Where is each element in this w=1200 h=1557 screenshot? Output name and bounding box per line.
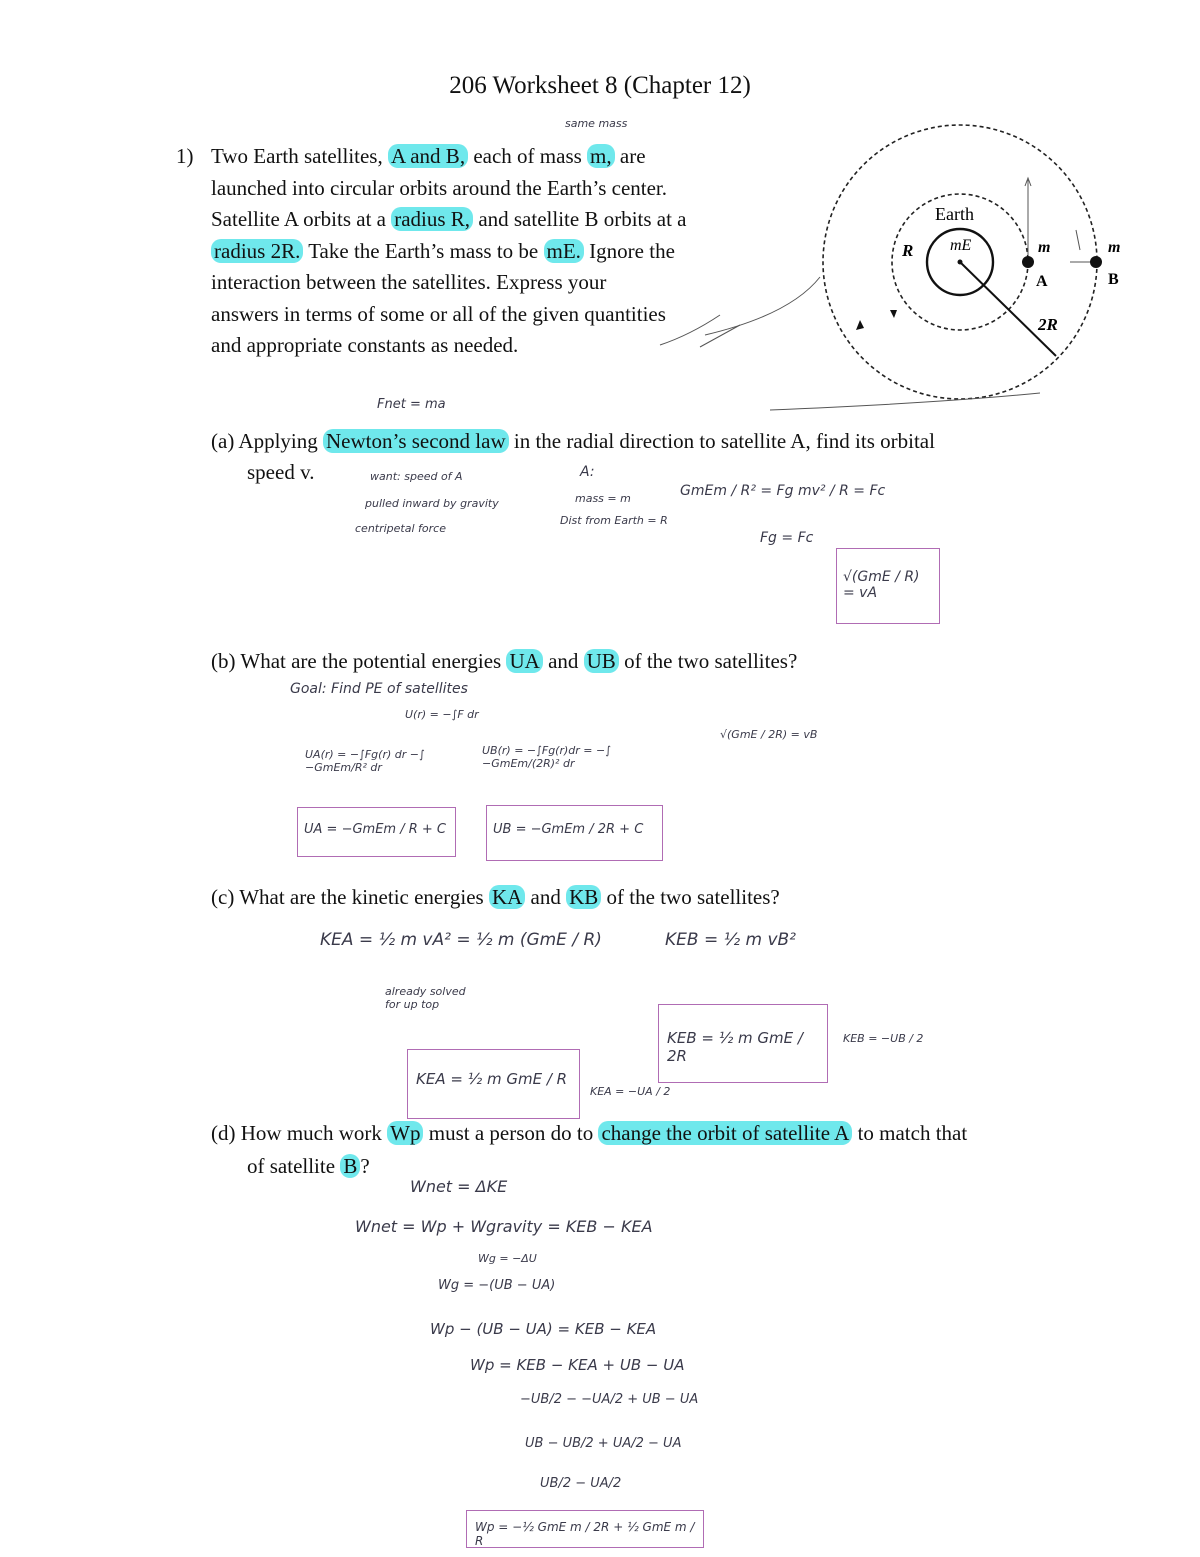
hw-d6: Wp = KEB − KEA + UB − UA — [470, 1356, 685, 1374]
problem-line-2: launched into circular orbits around the Earth’s center. — [211, 175, 668, 200]
r-label: R — [902, 241, 914, 260]
hw-goal-b: Goal: Find PE of satellites — [290, 681, 468, 697]
answer-ub: UB = −GmEm / 2R + C — [493, 822, 644, 837]
answer-ua: UA = −GmEm / R + C — [304, 822, 446, 837]
satellite-b-label: B — [1108, 271, 1119, 288]
question-d: (d) How much work Wp must a person do to change the orbit of satellite A to match that — [211, 1121, 968, 1145]
satellite-a-label: A — [1036, 273, 1048, 290]
answer-d: Wp = −½ GmE m / 2R + ½ GmE m / R — [475, 1520, 695, 1548]
answer-a-box — [836, 548, 940, 624]
question-c: (c) What are the kinetic energies KA and KB of the two satellites? — [211, 885, 780, 909]
pencil-marks — [1070, 230, 1090, 262]
highlight-ua: UA — [506, 649, 542, 673]
earth-mass-label: mE — [950, 237, 972, 254]
hw-ua-work: UA(r) = −∫Fg(r) dr −∫ −GmEm/R² dr — [305, 748, 425, 774]
highlight-me: mE. — [544, 239, 584, 263]
problem-line-3: Satellite A orbits at a radius R, and satellite B orbits at a — [211, 207, 687, 231]
answer-kb-box — [658, 1004, 828, 1083]
highlight-ka: KA — [489, 885, 525, 909]
hw-fnet: Fnet = ma — [377, 397, 446, 412]
hw-same-mass: same mass — [565, 117, 628, 130]
hw-d3: Wg = −ΔU — [478, 1252, 537, 1265]
problem-line-5: interaction between the satellites. Express your — [211, 270, 607, 294]
hw-d4: Wg = −(UB − UA) — [438, 1278, 556, 1293]
earth-label: Earth — [935, 204, 974, 224]
two-r-label: 2R — [1038, 315, 1058, 334]
highlight-newtons-law: Newton’s second law — [323, 429, 509, 453]
highlight-m: m, — [587, 144, 615, 168]
hw-a-colon: A: — [580, 464, 595, 480]
answer-ua-box — [297, 807, 456, 857]
annotation-line — [770, 393, 1040, 410]
highlight-b: B — [340, 1154, 360, 1178]
satellite-b-dot — [1090, 256, 1102, 268]
page-title: 206 Worksheet 8 (Chapter 12) — [449, 72, 751, 99]
answer-kb: KEB = ½ m GmE / 2R — [667, 1029, 803, 1065]
highlight-a-and-b: A and B, — [388, 144, 468, 168]
hw-centripetal: centripetal force — [355, 522, 446, 535]
hw-kb-work: KEB = ½ m vB² — [665, 930, 796, 950]
hw-pulled-gravity: pulled inward by gravity — [365, 497, 499, 510]
highlight-radius-r: radius R, — [391, 207, 473, 231]
answer-a: √(GmE / R) = vA — [843, 569, 920, 601]
answer-ka: KEA = ½ m GmE / R — [416, 1070, 568, 1088]
highlight-radius-2r: radius 2R. — [211, 239, 303, 263]
hw-ka-side: KEA = −UA / 2 — [590, 1085, 671, 1098]
hw-d2: Wnet = Wp + Wgravity = KEB − KEA — [355, 1217, 653, 1236]
hw-mass-m: mass = m — [575, 492, 631, 505]
hw-u-def: U(r) = −∫F dr — [405, 708, 479, 721]
question-b: (b) What are the potential energies UA and UB of the two satellites? — [211, 649, 798, 673]
problem-line-7: and appropriate constants as needed. — [211, 333, 519, 357]
answer-ub-box — [486, 805, 663, 861]
question-a: (a) Applying Newton’s second law in the radial direction to satellite A, find its orbital — [211, 429, 935, 453]
problem-line-1: Two Earth satellites, A and B, each of mass m, are — [211, 144, 646, 168]
hw-d1: Wnet = ΔKE — [410, 1177, 508, 1196]
question-d-line-2: of satellite B ? — [247, 1154, 370, 1178]
hw-want-speed: want: speed of A — [370, 470, 463, 483]
problem-line-4: radius 2R. Take the Earth’s mass to be mE. Ignore the — [211, 236, 751, 268]
satellite-a-dot — [1022, 256, 1034, 268]
highlight-ub: UB — [584, 649, 619, 673]
hw-d7: −UB/2 − −UA/2 + UB − UA — [520, 1392, 699, 1407]
hw-d9: UB/2 − UA/2 — [540, 1476, 622, 1491]
hw-eq-a1: GmEm / R² = Fg mv² / R = Fc — [680, 483, 886, 499]
hw-fg-fc: Fg = Fc — [760, 530, 814, 546]
answer-d-box — [466, 1510, 704, 1548]
hw-dist-earth: Dist from Earth = R — [560, 514, 668, 527]
highlight-wp: Wp — [387, 1121, 423, 1145]
question-a-line-2: speed v. — [247, 460, 315, 484]
hw-vb-side: √(GmE / 2R) = vB — [720, 728, 818, 741]
highlight-kb: KB — [566, 885, 601, 909]
highlight-change-orbit: change the orbit of satellite A — [598, 1121, 852, 1145]
hw-already: already solved for up top — [385, 985, 466, 1011]
annotation-sketch — [540, 275, 1040, 435]
annotation-line — [660, 315, 740, 347]
hw-ub-work: UB(r) = −∫Fg(r)dr = −∫ −GmEm/(2R)² dr — [482, 744, 611, 770]
problem-line-6: answers in terms of some or all of the given quantities — [211, 301, 666, 326]
annotation-line — [705, 277, 820, 335]
problem-number: 1) — [176, 144, 194, 168]
mass-b-label: m — [1108, 239, 1121, 256]
hw-d8: UB − UB/2 + UA/2 − UA — [525, 1436, 682, 1451]
hw-d5: Wp − (UB − UA) = KEB − KEA — [430, 1320, 657, 1338]
hw-kb-side: KEB = −UB / 2 — [843, 1032, 924, 1045]
hw-ka-work: KEA = ½ m vA² = ½ m (GmE / R) — [320, 930, 602, 950]
mass-a-label: m — [1038, 239, 1051, 256]
answer-ka-box — [407, 1049, 580, 1119]
